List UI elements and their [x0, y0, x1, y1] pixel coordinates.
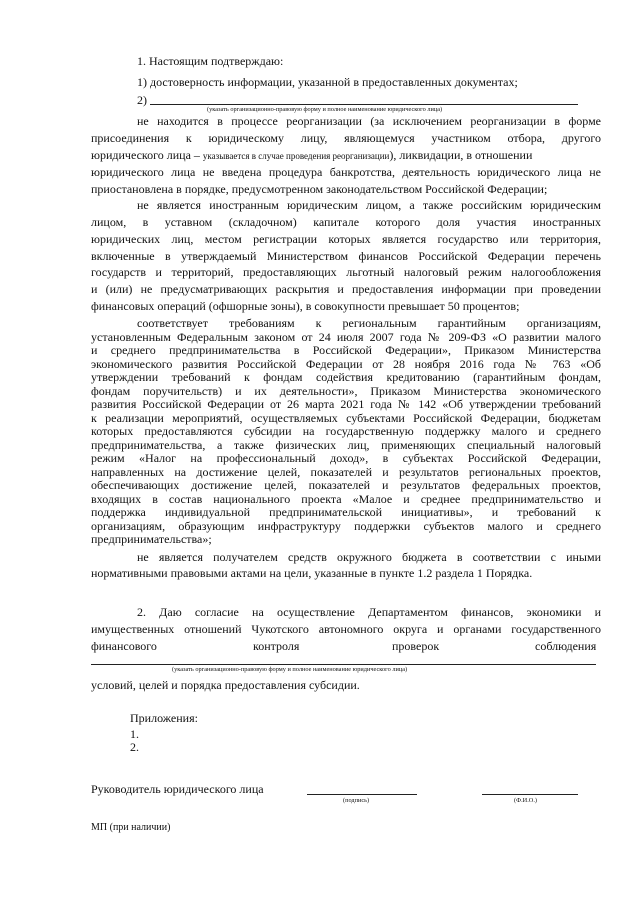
stamp-label: МП (при наличии) — [91, 822, 171, 833]
guarantee-line-14: входящих в состав национального проекта «Малое и среднее предпринимательство и — [91, 492, 601, 506]
confirm-item-1: 1) достоверность информации, указанной в предоставленных документах; — [137, 75, 518, 89]
guarantee-line-4: экономического развития Российской Федерации от 28 ноября 2016 года № 763 «Об — [91, 357, 601, 371]
signature-line — [307, 794, 417, 795]
guarantee-line-17: предпринимательства»; — [91, 532, 212, 546]
consent-line-2: имущественных отношений Чукотского автономного округа и органами государственного — [91, 622, 601, 636]
foreign-line-1: не является иностранным юридическим лицом, а также российским юридическим — [137, 198, 601, 212]
consent-line-4: условий, целей и порядка предоставления субсидии. — [91, 678, 360, 692]
reorg-line-5: приостановлена в порядке, предусмотренном законодательством Российской Федерации; — [91, 182, 548, 196]
guarantee-line-13: обеспечивающих достижение целей, показателей и результатов федеральных проектов, — [91, 478, 601, 492]
foreign-line-2: лицом, в уставном (складочном) капитале которого доля участия иностранных — [91, 215, 601, 229]
org-name-hint: (указать организационно-правовую форму и полное наименование юридического лица) — [207, 106, 443, 113]
consent-word-2: контроля — [253, 639, 300, 653]
foreign-line-4: включенные в утверждаемый Министерством финансов Российской Федерации перечень — [91, 249, 601, 263]
signature-hint: (подпись) — [343, 797, 370, 804]
guarantee-line-7: развития Российской Федерации от 26 марта 2021 года № 142 «Об утверждении требований — [91, 397, 601, 411]
guarantee-line-8: к реализации мероприятий, осуществляемых субъектами Российской Федерации, бюджетам — [91, 411, 601, 425]
guarantee-line-1: соответствует требованиям к региональным гарантийным организациям, — [137, 316, 601, 330]
guarantee-line-15: поддержка индивидуальной предпринимательской инициативы», и требований к — [91, 505, 601, 519]
reorg-line-2: присоединения к юридическому лицу, являющемуся участником отбора, другого — [91, 131, 601, 145]
reorg-line-3-note: указывается в случае проведения реорганизации — [202, 151, 390, 161]
reorg-line-4: юридического лица не введена процедура банкротства, деятельность юридического лица не — [91, 165, 601, 179]
guarantee-line-2: установленным Федеральным законом от 24 июля 2007 года № 209-ФЗ «О развитии малого — [91, 330, 601, 344]
foreign-line-7: финансовых операций (офшорные зоны), в совокупности превышает 50 процентов; — [91, 299, 520, 313]
guarantee-line-5: утверждении требований к фондам содействия кредитованию (гарантийным фондам, — [91, 370, 601, 384]
attachment-item-1: 1. — [130, 727, 139, 741]
okrug-line-2: нормативными правовыми актами на цели, указанные в пункте 1.2 раздела 1 Порядка. — [91, 566, 533, 580]
guarantee-line-3: и среднего предпринимательства в Российской Федерации», Приказом Министерства — [91, 343, 601, 357]
consent-word-1: финансового — [91, 639, 157, 653]
consent-word-3: проверок — [392, 639, 440, 653]
org-name-blank-line — [150, 104, 578, 105]
guarantee-line-10: предпринимательства, а также физических лиц, применяющих специальный налоговый — [91, 438, 601, 452]
okrug-line-1: не является получателем средств окружного бюджета в соответствии с иными — [137, 550, 601, 564]
foreign-line-6: и (или) не предусматривающих раскрытия и предоставления информации при проведении — [91, 282, 601, 296]
name-line — [482, 794, 578, 795]
foreign-line-5: государств и территорий, предоставляющих льготный налоговый режим налогообложения — [91, 265, 601, 279]
attachment-item-2: 2. — [130, 740, 139, 754]
consent-word-4: соблюдения — [535, 639, 597, 653]
head-label: Руководитель юридического лица — [91, 782, 264, 796]
guarantee-line-9: которых предоставляются субсидии на государственную поддержку малого и среднего — [91, 424, 601, 438]
reorg-line-3 — [91, 148, 532, 163]
confirm-heading: 1. Настоящим подтверждаю: — [137, 54, 284, 68]
guarantee-line-11: режим «Налог на профессиональный доход», в субъектах Российской Федерации, — [91, 451, 601, 465]
control-org-hint: (указать организационно-правовую форму и полное наименование юридического лица) — [172, 666, 408, 673]
control-org-blank-line — [91, 664, 596, 665]
reorg-line-3-end: ), ликвидации, в отношении — [389, 148, 533, 162]
reorg-line-3-start: юридического лица – — [91, 148, 200, 162]
foreign-line-3: юридических лиц, местом регистрации которых является государство или территория, — [91, 232, 601, 246]
consent-line-1: 2. Даю согласие на осуществление Департаментом финансов, экономики и — [137, 605, 601, 619]
guarantee-line-16: организациям, образующим инфраструктуру поддержки субъектов малого и среднего — [91, 519, 601, 533]
name-hint: (Ф.И.О.) — [514, 797, 537, 804]
attachments-title: Приложения: — [130, 711, 198, 725]
confirm-item-2-prefix: 2) — [137, 93, 147, 107]
guarantee-line-6: фондам поручительств) и их деятельности», Приказом Министерства экономического — [91, 384, 601, 398]
reorg-line-1: не находится в процессе реорганизации (за исключением реорганизации в форме — [137, 114, 601, 128]
guarantee-line-12: направленных на достижение целей, показателей и результатов региональных проектов, — [91, 465, 601, 479]
